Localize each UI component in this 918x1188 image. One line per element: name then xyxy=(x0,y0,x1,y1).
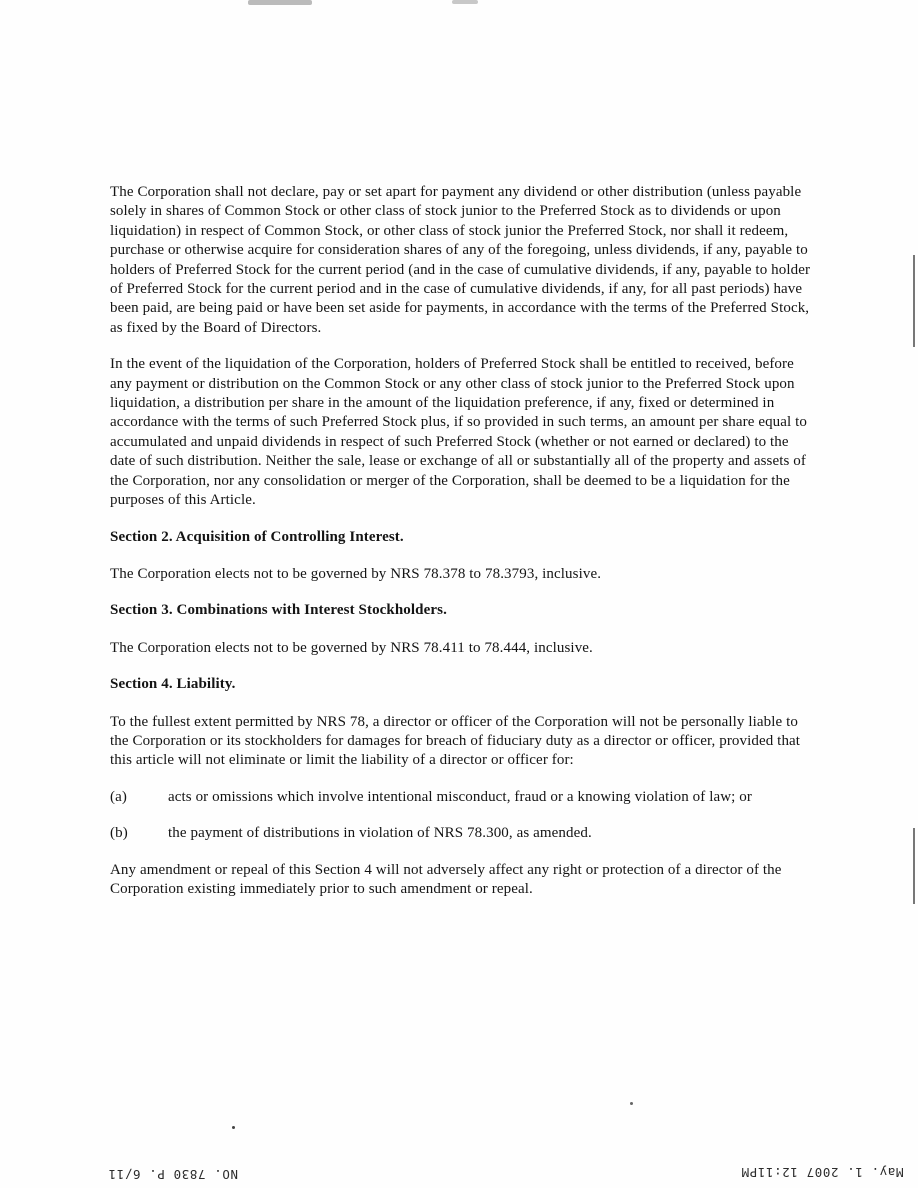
section-2-heading: Section 2. Acquisition of Controlling Interest. xyxy=(110,528,404,545)
list-item-a xyxy=(110,788,816,807)
document-content xyxy=(110,183,816,916)
list-text-a: acts or omissions which involve intentional misconduct, fraud or a knowing violation of law; or xyxy=(168,788,752,805)
list-label-b: (b) xyxy=(110,825,128,842)
paragraph-section-3-body: The Corporation elects not to be governed by NRS 78.411 to 78.444, inclusive. xyxy=(110,639,593,656)
paragraph-liquidation-preference: In the event of the liquidation of the Corporation, holders of Preferred Stock shall be entitled to received, before any payment or distribution on the Common Stock or any other class of stock junior to the Preferred Stock upon liquidation, a distribution per share in the amount of the liquidation preference, if any, fixed or determined in accordance with the terms of such Preferred Stock plus, if so provided in such terms, an amount per share equal to accumulated and unpaid dividends in respect of such Preferred Stock (whether or not earned or declared) to the date of such distribution. Neither the sale, lease or exchange of all or substantially all of the property and assets of the Corporation, nor any consolidation or merger of the Corporation, shall be deemed to be a liquidation for the purposes of this Article. xyxy=(110,356,808,509)
paragraph-section-2-body: The Corporation elects not to be governed by NRS 78.378 to 78.3793, inclusive. xyxy=(110,565,602,582)
scan-artifact-top-smudge xyxy=(452,0,478,4)
section-3-heading: Section 3. Combinations with Interest Stockholders. xyxy=(110,602,447,619)
fax-footer-timestamp: May. 1. 2007 12:11PM xyxy=(741,1165,904,1180)
list-item-b xyxy=(110,824,816,843)
paragraph-section-4-body: To the fullest extent permitted by NRS 78, a director or officer of the Corporation will not be personally liable to the Corporation or its stockholders for damages for breach of fiduciary duty as a director or officer, provided that this article will not eliminate or limit the liability of a director or officer for: xyxy=(110,713,801,769)
section-4-heading: Section 4. Liability. xyxy=(110,676,236,693)
list-text-b: the payment of distributions in violation of NRS 78.300, as amended. xyxy=(168,825,592,842)
paragraph-dividend-restrictions: The Corporation shall not declare, pay or set apart for payment any dividend or other distribution (unless payable solely in shares of Common Stock or other class of stock junior to the Preferred Stock as to dividends or upon liquidation) in respect of Common Stock, or other class of stock junior the Preferred Stock, nor shall it redeem, purchase or otherwise acquire for consideration shares of any of the foregoing, unless dividends, if any, payable to holders of Preferred Stock for the current period (and in the case of cumulative dividends, if any, payable to holder of Preferred Stock for the current period and in the case of cumulative dividends, if any, for all past periods) have been paid, are being paid or have been set aside for payments, in accordance with the terms of the Preferred Stock, as fixed by the Board of Directors. xyxy=(110,184,811,336)
scan-artifact-edge-line xyxy=(913,828,915,904)
scan-artifact-speck xyxy=(630,1102,633,1105)
fax-footer-page-number: NO. 7830 P. 6/11 xyxy=(108,1167,239,1182)
scan-artifact-top-smudge xyxy=(248,0,312,5)
paragraph-amendment-repeal: Any amendment or repeal of this Section 4 will not adversely affect any right or protection of a director of the Corporation existing immediately prior to such amendment or repeal. xyxy=(110,861,782,897)
scan-artifact-edge-line xyxy=(913,255,915,347)
scan-artifact-speck xyxy=(232,1126,235,1129)
list-label-a: (a) xyxy=(110,788,127,805)
